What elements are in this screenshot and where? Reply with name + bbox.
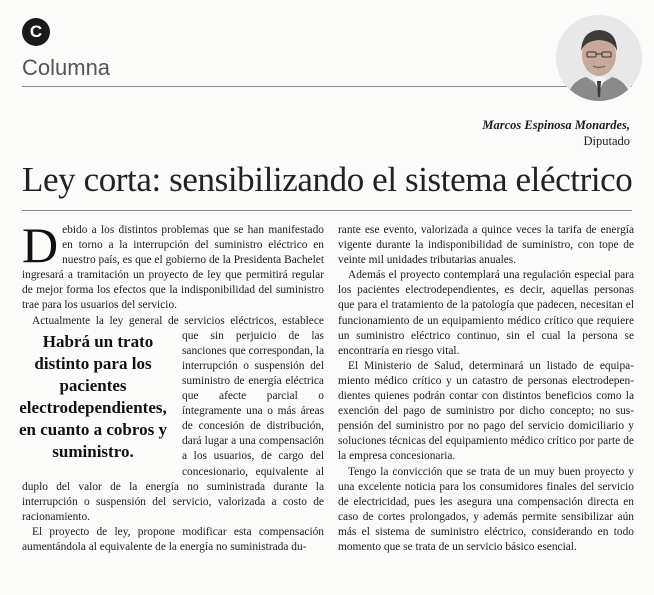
paragraph (22, 217, 324, 314)
drop-cap: D (22, 217, 59, 273)
headline-divider (22, 210, 632, 211)
author-byline (482, 117, 630, 149)
article-column-right (338, 223, 634, 555)
paragraph: Tengo la convicción que se trata de un muy buen proyecto y una excelente noticia para los consumidores finales del servicio de electricidad, pues les asegura una compensación directa en caso de cortes prolongados, y además permite sensibilizar aún más el sistema de suministro eléctrico, considerando en todo momento que se trata de un servicio básico esencial. (338, 465, 634, 553)
paragraph: rante ese evento, valorizada a quince veces la tarifa de energía vigente durante la indisponibilidad de suministro, con tope de veinte mil unidades tributarias anuales. (338, 224, 634, 267)
paragraph: Actualmente la ley general de servicios eléctricos, estable Habrá un trato distinto para los pacientes electrodependientes, en cuanto a cobros y suministro. ce que sin perjuicio de las sanciones que correspondan, la interrupción o suspensión del suministro de energía eléctrica que afecte parcial o íntegramente una o más áreas de concesión de distribución, dará lugar a una compensación a los usuarios, de cargo del concesionario, equivalente al duplo del valor de la energía no suministrada durante la interrupción o suspensión del servicio, valorizada a costo de racionamiento. (22, 314, 324, 525)
paragraph-text: ebido a los distintos problemas que se han manifestado en torno a la interrupción del suministro eléctrico en nuestro país, es que el gobierno de la Presidenta Bachelet ingresará a tramitación un proyecto de ley que permitirá regular de mejor forma los efectos que la indisponibilidad del suministro trae para los usuarios del servicio. (22, 224, 324, 312)
author-role: Diputado (583, 134, 630, 148)
paragraph: El Ministerio de Salud, determinará un listado de equipamiento médico crítico y un catastro de personas electrodependientes quienes podrán contar con distintos beneficios como la exención del pago de suministro por dicho concepto; no suspensión del suministro por no pago del servicio domiciliario y soluciones técnicas del equipamiento médico crítico por parte de la empresa concesionaria. (338, 359, 634, 463)
pull-quote: Habrá un trato distinto para los pacientes electrodependientes, en cuanto a cobros y suministro. (19, 331, 167, 461)
header-divider (22, 86, 632, 87)
section-label: Columna (22, 55, 111, 80)
article-headline: Ley corta: sensibilizando el sistema eléctrico (22, 160, 633, 199)
author-portrait-image (556, 15, 642, 101)
author-name: Marcos Espinosa Monardes, (482, 118, 630, 132)
author-photo (556, 15, 642, 101)
column-badge: C (22, 18, 50, 46)
paragraph: Además el proyecto contemplará una regulación especial para los pacientes electrodependientes, es decir, aquellas personas que para el tratamiento de la patología que padecen, necesitan el funcionamiento de un equipamiento médico crítico que requiere un suministro eléctrico continuo, sin el cual la persona se encontraría en riesgo vital. (338, 269, 634, 357)
paragraph: El proyecto de ley, propone modificar esta compensación aumentándola al equivalente de la energía no suministrada du- (22, 525, 324, 553)
article-column-left (19, 217, 324, 555)
